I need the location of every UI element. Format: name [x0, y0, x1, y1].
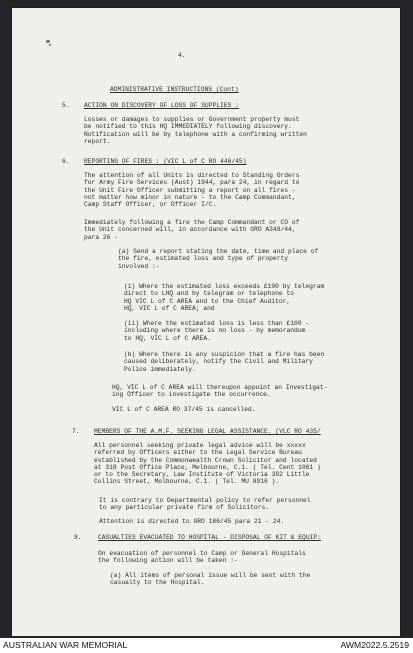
footer-accession-number: AWM2022.5.2519 — [340, 640, 409, 650]
text-line: or to the Secretary, Law Institute of Victoria 382 Little — [94, 471, 310, 479]
text-line: Camp Staff Officer, or Officer I/C. — [84, 201, 217, 209]
section-6-para-4 — [112, 406, 256, 413]
section-5-number: 5. — [62, 102, 70, 109]
punch-mark — [49, 44, 51, 46]
text-line: para 26 - — [84, 233, 119, 241]
archive-footer — [0, 638, 413, 653]
text-line: including where there is no loss - by memorandum — [124, 327, 306, 335]
text-line: Notification will be by telephone with a confirming written — [84, 130, 307, 138]
text-line: the Unit Fire Officer submitting a report on all fires - — [84, 186, 296, 194]
section-8-title: CASUALTIES EVACUATED TO HOSPITAL - DISPOSAL OF KIT & EQUIP: — [98, 534, 321, 541]
text-line: to any particular private firm of Solicitors. — [99, 504, 270, 512]
text-line: at 318 Post Office Place, Melbourne, C.1. ( Tel. Cent 1061 ) — [94, 463, 321, 471]
punch-mark — [46, 40, 50, 43]
text-line: HQ, VIC L of C AREA; and — [124, 304, 215, 312]
text-line: On evacuation of personnel to Camp or General Hospitals — [98, 550, 306, 557]
text-line: It is contrary to Departmental policy to refer personnel — [99, 497, 311, 504]
text-line: not matter how minor in nature - to the Camp Commandant, — [84, 193, 296, 201]
text-line: ing Officer to investigate the occurrence. — [112, 391, 271, 399]
text-line: HQ VIC L of C AREA and to the Chief Auditor, — [124, 297, 291, 305]
section-5-body — [84, 116, 307, 145]
section-8-number: 8. — [74, 534, 82, 541]
text-line: casualty to the Hospital. — [110, 579, 205, 587]
text-line: Attention is directed to GRO 186/45 para 21 - 24. — [99, 518, 285, 525]
text-line: Police immediately. — [124, 365, 196, 373]
section-7-title: MEMBERS OF THE A.M.F. SEEKING LEGAL ASSISTANCE. (VLC RO 435/ — [94, 428, 321, 435]
section-6-sub-a — [118, 248, 318, 270]
section-6-number: 6. — [62, 158, 70, 165]
section-8-sub-a — [110, 572, 310, 587]
text-line: referred by Officers either to the Legal Service Bureau — [94, 449, 302, 457]
text-line: (b) Where there is any suspicion that a fire has been — [124, 351, 325, 358]
text-line: direct to LHQ and by telegram or telephone to — [124, 290, 295, 298]
text-line: HQ, VIC L of C AREA will thereupon appoint an Investigat- — [112, 384, 328, 391]
text-line: VIC L of C AREA RO 37/45 is cancelled. — [112, 406, 256, 413]
text-line: the following action will be taken :- — [98, 557, 238, 565]
section-6-para-2 — [84, 219, 299, 241]
text-line: report. — [84, 137, 111, 145]
page-number: 4. — [178, 52, 186, 59]
text-line: the Unit concerned will, in accordance with GRO A348/44, — [84, 226, 296, 234]
section-7-para-2 — [99, 497, 311, 512]
text-line: established by the Commonwealth Crown Solicitor and located — [94, 456, 317, 464]
text-line: the fire, estimated loss and type of property — [118, 255, 289, 263]
section-8-para-1 — [98, 550, 306, 565]
section-6-title: REPORTING OF FIRES : (VIC L of C RO 446/45) — [84, 158, 247, 165]
text-line: caused deliberately, notify the Civil and Military — [124, 358, 313, 366]
text-line: to HQ, VIC L of C AREA. — [124, 334, 211, 342]
text-line: The attention of all Units is directed to Standing Orders — [84, 172, 300, 179]
section-6-sub-ii — [124, 320, 309, 342]
document-heading: ADMINISTRATIVE INSTRUCTIONS (Cont) — [110, 86, 239, 93]
document-page — [12, 8, 400, 636]
text-line: (a) All items of personal issue will be sent with the — [110, 572, 311, 579]
text-line: Immediately following a fire the Camp Commandant or CO of — [84, 219, 300, 226]
section-5-title: ACTION ON DISCOVERY OF LOSS OF SUPPLIES : — [84, 102, 239, 109]
text-line: Collins Street, Melbourne, C.1. ( Tel. MU 8916 ). — [94, 478, 280, 486]
section-6-para-1 — [84, 172, 299, 208]
section-7-number: 7. — [72, 428, 80, 435]
section-6-sub-i — [124, 283, 324, 312]
text-line: involved :- — [118, 262, 160, 270]
text-line: Losses or damages to supplies or Government property must — [84, 116, 300, 123]
text-line: All personnel seeking private legal advice will be xxxxx — [94, 442, 306, 449]
text-line: (ii) Where the estimated loss is less than £100 - — [124, 320, 310, 327]
section-7-para-3 — [99, 518, 284, 525]
section-6-sub-b — [124, 351, 324, 373]
footer-institution: AUSTRALIAN WAR MEMORIAL — [3, 640, 128, 650]
text-line: (i) Where the estimated loss exceeds £100 by telegram — [124, 283, 325, 290]
text-line: for Army Fire Services (Aust) 1944, para 24, in regard to — [84, 179, 300, 187]
section-6-para-3 — [112, 384, 327, 399]
section-7-para-1 — [94, 442, 321, 486]
text-line: (a) Send a report stating the date, time and place of — [118, 248, 319, 255]
text-line: be notified to this HQ IMMEDIATELY following discovery. — [84, 123, 292, 131]
